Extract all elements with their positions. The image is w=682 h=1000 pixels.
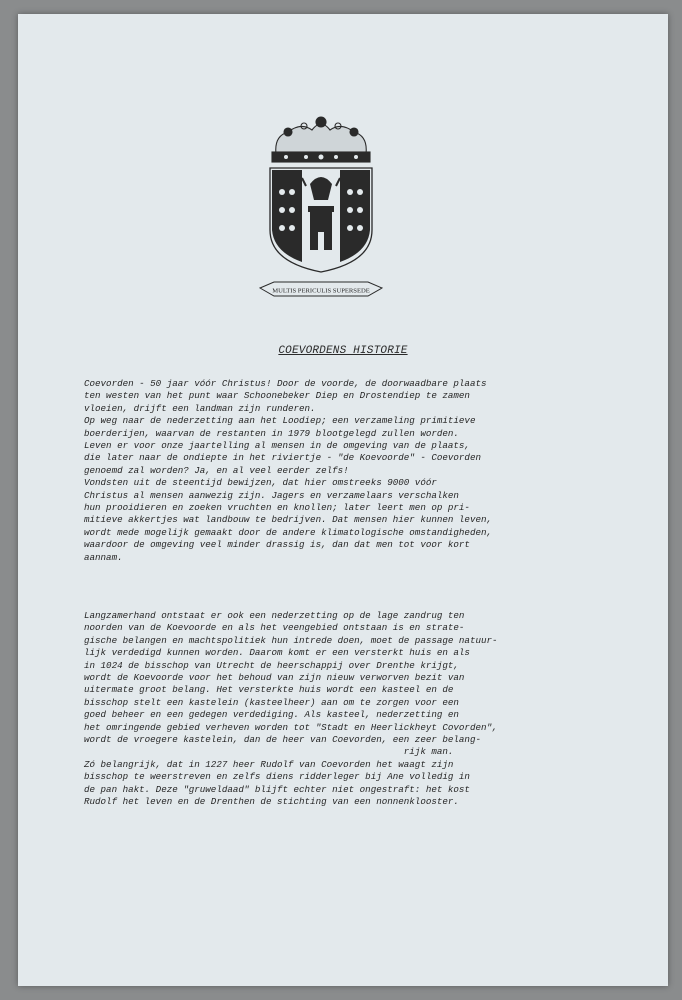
text-line: mitieve akkertjes wat landbouw te bedrijven. Dat mensen hier kunnen leven, [84, 514, 492, 526]
text-line: ten westen van het punt waar Schoonebeker Diep en Drostendiep te zamen [84, 390, 470, 402]
text-line: Rudolf het leven en de Drenthen de stichting van een nonnenklooster. [84, 796, 459, 808]
text-line: wordt mede mogelijk gemaakt door de andere klimatologische omstandigheden, [84, 526, 492, 538]
paragraph-1 [84, 378, 656, 564]
text-line: bisschop te weerstreven en zelfs diens ridderleger bij Ane volledig in [84, 771, 470, 783]
motto-banner [260, 282, 382, 296]
text-line: Coevorden - 50 jaar vóór Christus! Door de voorde, de doorwaadbare plaats [84, 378, 487, 389]
text-line: wordt de Koevoorde voor het behoud van zijn nieuw verworven bezit van [84, 672, 465, 684]
text-line: wordt de vroegere kastelein, dan de heer van Coevorden, een zeer belang- [84, 734, 481, 746]
text-line: waardoor de omgeving veel minder drassig is, dan dat men tot voor kort [84, 539, 470, 551]
text-line: noorden van de Koevoorde en als het veengebied ontstaan is en strate- [84, 622, 465, 634]
text-line: Zó belangrijk, dat in 1227 heer Rudolf van Coevorden het waagt zijn [84, 758, 454, 770]
text-line: Leven er voor onze jaartelling al mensen in de omgeving van de plaats, [84, 440, 470, 452]
text-line: gische belangen en machtspolitiek hun intrede doen, moet de passage natuur- [84, 634, 498, 646]
text-line: genoemd zal worden? Ja, en al veel eerder zelfs! [84, 464, 349, 476]
motto-text: MULTIS PERICULIS SUPERSEDE [272, 287, 370, 295]
text-line: uitermate groot belang. Het versterkte huis wordt een kasteel en de [84, 684, 454, 696]
crown-icon [272, 117, 370, 162]
text-line: vloeien, drijft een landman zijn runderen. [84, 402, 316, 414]
text-line: boerderijen, waarvan de restanten in 1979 blootgelegd zullen worden. [84, 427, 459, 439]
coat-of-arms-icon [256, 112, 386, 312]
text-line: lijk verdedigd kunnen worden. Daarom komt er een versterkt huis en als [84, 647, 470, 659]
text-line: aannam. [84, 551, 123, 563]
text-line: het omringende gebied verheven worden tot "Stadt en Heerlickheyt Covorden", [84, 721, 498, 733]
text-line: hun prooidieren en zoeken vruchten en knollen; later leert men op pri- [84, 502, 470, 514]
document-title [18, 345, 668, 357]
text-line: bisschop stelt een kastelein (kasteelheer) aan om te zorgen voor een [84, 696, 459, 708]
text-line: Christus al mensen aanwezig zijn. Jagers en verzamelaars verschalken [84, 489, 459, 501]
text-line: goed beheer en een gedegen verdediging. Als kasteel, nederzetting en [84, 709, 459, 721]
paragraph-2 [84, 610, 656, 809]
shield-icon [270, 168, 372, 272]
document-title-text: COEVORDENS HISTORIE [278, 345, 408, 357]
text-line: Langzamerhand ontstaat er ook een nederzetting op de lage zandrug ten [84, 610, 465, 621]
text-line: de pan hakt. Deze "gruweldaad" blijft echter niet ongestraft: het kost [84, 783, 470, 795]
text-line: Vondsten uit de steentijd bewijzen, dat hier omstreeks 9000 vóór [84, 477, 437, 489]
document-page [18, 14, 668, 986]
text-line: in 1024 de bisschop van Utrecht de heerschappij over Drenthe krijgt, [84, 659, 459, 671]
text-line: die later naar de ondiepte in het riviertje - "de Koevoorde" - Coevorden [84, 452, 481, 464]
text-line: rijk man. [84, 746, 454, 758]
text-line: Op weg naar de nederzetting aan het Loodiep; een verzameling primitieve [84, 415, 476, 427]
